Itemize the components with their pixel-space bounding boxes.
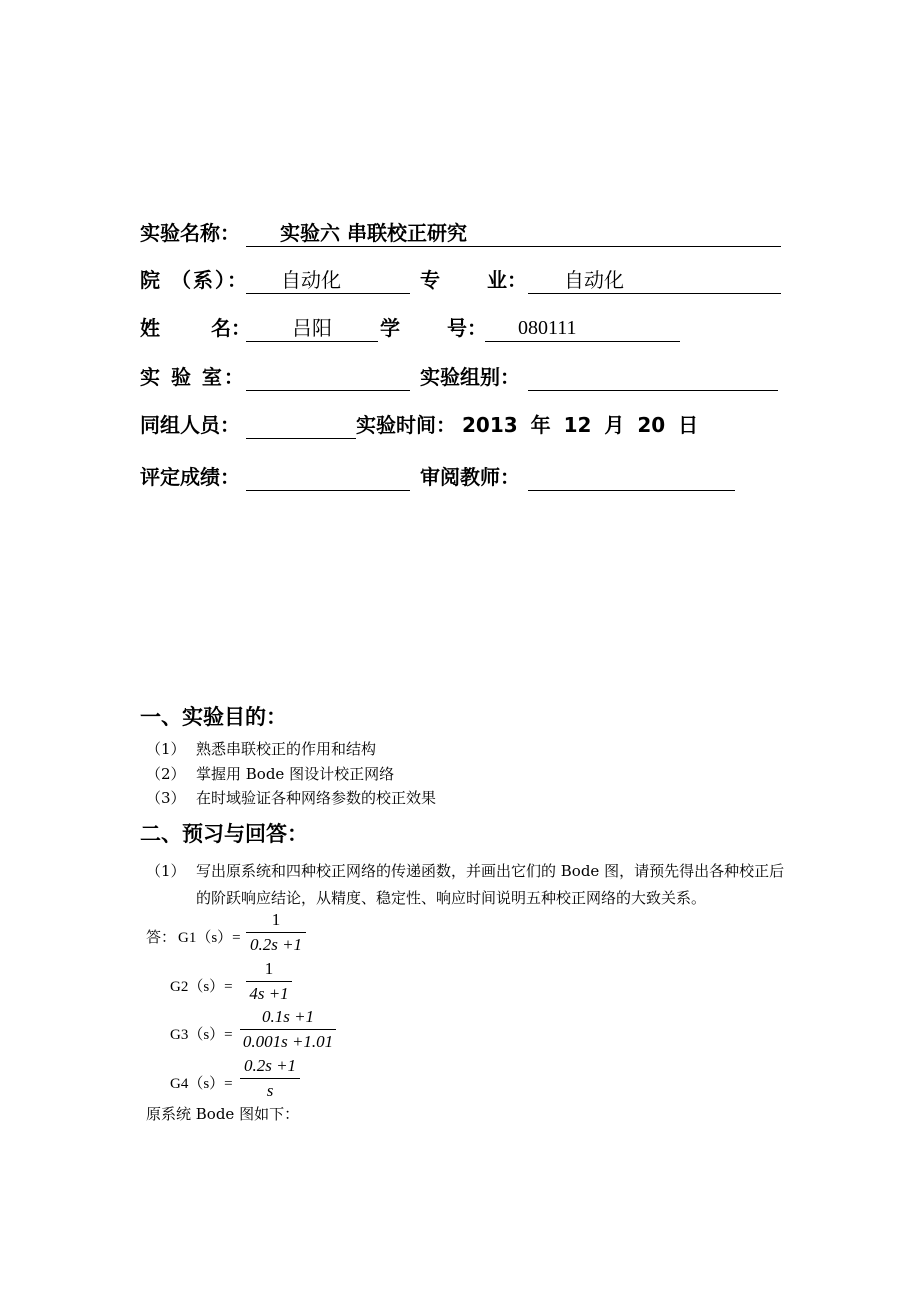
fraction-denominator: 0.2s +1 [249, 935, 303, 954]
equation-g3 [170, 1005, 350, 1055]
fraction-denominator: 0.001s +1.01 [242, 1032, 334, 1051]
name-label: 姓 名： [140, 316, 251, 340]
question-1 [146, 858, 796, 912]
fraction-numerator: 1 [271, 910, 281, 929]
equation-g4 [170, 1054, 310, 1104]
objective-text: 在时域验证各种网络参数的校正效果 [196, 789, 437, 807]
question-text: 写出原系统和四种校正网络的传递函数，并画出它们的 Bode 图，请预先得出各种校正后的阶跃响应结论，从精度、稳定性、响应时间说明五种校正网络的大致关系。 [196, 862, 785, 907]
grade-label: 评定成绩： [140, 465, 240, 489]
major-label: 专 业： [420, 268, 527, 292]
equation-lhs: G1（s）= [178, 930, 241, 946]
group-label: 实验组别： [420, 365, 520, 389]
fraction-denominator: s [266, 1081, 274, 1100]
lab-label: 实 验 室： [140, 365, 246, 389]
student-id-label: 学 号： [380, 316, 487, 340]
objective-item [146, 786, 436, 810]
experiment-name-value: 实验六 串联校正研究 [280, 221, 467, 245]
department-label: 院 （系）： [140, 268, 249, 292]
time-value: 2013 年 12 月 20 日 [462, 413, 699, 437]
time-label: 实验时间： [356, 413, 456, 437]
bode-note: 原系统 Bode 图如下： [146, 1105, 300, 1123]
objective-text: 掌握用 Bode 图设计校正网络 [196, 765, 395, 783]
section1-title: 一、实验目的： [140, 705, 287, 729]
equation-lhs: G4（s）= [170, 1076, 233, 1092]
objective-num: （2） [146, 765, 186, 783]
objective-text: 熟悉串联校正的作用和结构 [196, 740, 377, 758]
section2-title: 二、预习与回答： [140, 822, 308, 846]
group-underline [528, 390, 778, 391]
equation-lhs: G3（s）= [170, 1027, 233, 1043]
equation-fraction [240, 1054, 300, 1103]
answer-prefix: 答： [146, 930, 177, 946]
question-num: （1） [146, 862, 186, 880]
equation-g1 [146, 908, 326, 958]
equation-lhs: G2（s）= [170, 979, 233, 995]
teacher-underline [528, 490, 735, 491]
name-value: 吕阳 [292, 316, 332, 340]
fraction-numerator: 0.1s +1 [261, 1007, 315, 1026]
equation-fraction [246, 957, 292, 1006]
objective-num: （1） [146, 740, 186, 758]
objective-num: （3） [146, 789, 186, 807]
equation-g2 [170, 957, 310, 1007]
fraction-numerator: 0.2s +1 [243, 1056, 297, 1075]
fraction-denominator: 4s +1 [249, 984, 289, 1003]
experiment-name-label: 实验名称： [140, 221, 240, 245]
objective-item [146, 762, 394, 786]
objective-item [146, 737, 376, 761]
teacher-label: 审阅教师： [420, 465, 520, 489]
lab-underline [246, 390, 410, 391]
student-id-underline [485, 341, 680, 342]
department-value: 自动化 [281, 268, 341, 292]
members-underline [246, 438, 356, 439]
equation-fraction [246, 908, 306, 957]
equation-fraction [240, 1005, 336, 1054]
fraction-numerator: 1 [264, 959, 274, 978]
student-id-value: 080111 [518, 317, 577, 339]
members-label: 同组人员： [140, 413, 240, 437]
grade-underline [246, 490, 410, 491]
major-value: 自动化 [564, 268, 624, 292]
